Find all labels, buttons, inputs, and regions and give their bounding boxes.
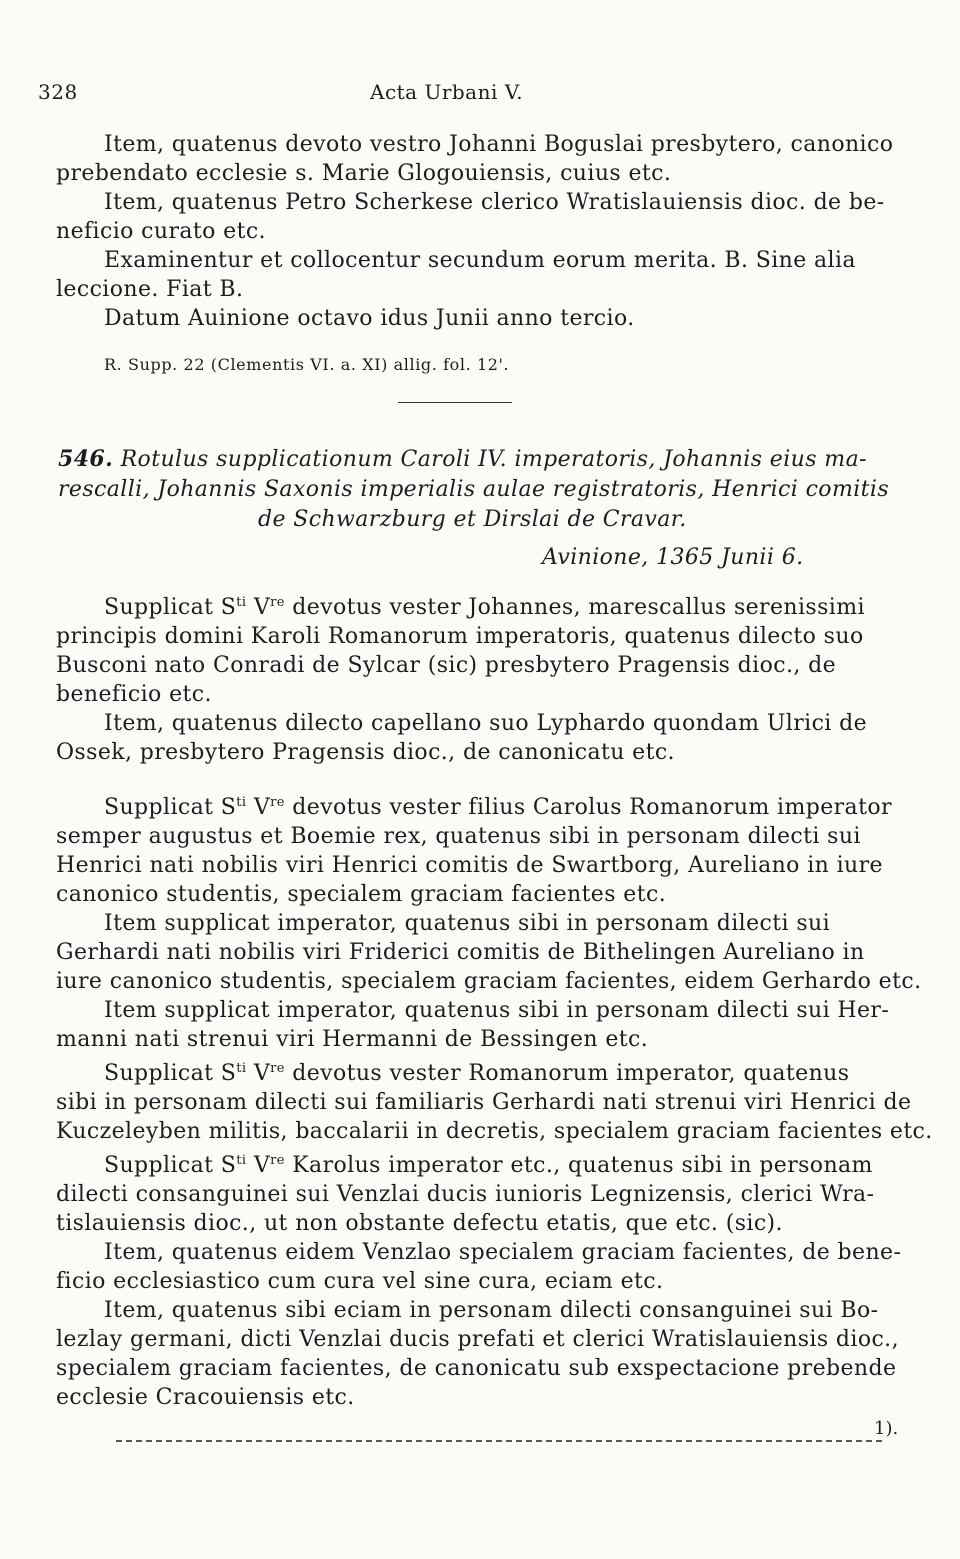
text-line: neficio curato etc. [56,219,266,244]
text-line [56,588,876,622]
text-line: Item, quatenus Petro Scherkese clerico Wratislauiensis dioc. de be- [104,190,885,215]
superscript: ti [236,1061,247,1076]
text-line [56,822,876,851]
text-line [56,1117,933,1146]
text-line [56,788,892,822]
text-segment: ficio ecclesiastico cum cura vel sine cura, eciam etc. [56,1269,664,1294]
text-segment: Item, quatenus sibi eciam in personam dilecti consanguinei sui Bo- [104,1298,879,1323]
text-segment: Supplicat S [104,1061,237,1086]
supplication-block-3 [56,788,933,1412]
text-segment: Item, quatenus eidem Venzlao specialem graciam facientes, de bene- [104,1240,902,1265]
text-line [56,967,922,996]
text-line [56,709,876,738]
text-line [56,1296,879,1325]
text-line [56,1180,876,1209]
text-segment: devotus vester Romanorum imperator, quatenus [284,1061,850,1086]
text-segment: Item, quatenus dilecto capellano suo Lyphardo quondam Ulrici de [104,711,868,736]
text-line [56,622,876,651]
entry-heading-line-1: Rotulus supplicationum Caroli IV. imperatoris, Johannis eius ma- [120,447,867,472]
text-line [56,1267,876,1296]
text-segment: dilecti consanguinei sui Venzlai ducis iunioris Legnizensis, clerici Wra- [56,1182,875,1207]
text-line [56,1088,912,1117]
source-note-block [56,346,876,379]
text-line [56,651,876,680]
text-segment: tislauiensis dioc., ut non obstante defectu etatis, que etc. (sic). [56,1211,783,1236]
text-segment: principis domini Karoli Romanorum imperatoris, quatenus dilecto suo [56,624,864,649]
text-segment: devotus vester filius Carolus Romanorum imperator [284,795,892,820]
text-segment: Item supplicat imperator, quatenus sibi in personam dilecti sui [104,911,831,936]
text-segment: Supplicat S [104,595,237,620]
text-line [56,1238,902,1267]
entry-heading-line-2: rescalli, Johannis Saxonis imperialis aulae registratoris, Henrici comitis [58,477,890,502]
text-segment: semper augustus et Boemie rex, quatenus sibi in personam dilecti sui [56,824,861,849]
supplication-block-1 [56,130,894,333]
page-number: 328 [38,80,78,104]
text-line [56,1383,876,1412]
text-line [56,880,876,909]
running-title: Acta Urbani V. [370,80,524,104]
footnote-mark: 1). [874,1418,899,1439]
text-line [56,1209,876,1238]
text-segment: Henrici nati nobilis viri Henrici comitis de Swartborg, Aureliano in iure [56,853,883,878]
text-line: Item, quatenus devoto vestro Johanni Boguslai presbytero, canonico [104,132,894,157]
text-line [56,1146,876,1180]
entry-number: 546. [58,446,114,472]
superscript: ti [236,795,247,810]
text-segment: V [246,1153,271,1178]
superscript: ti [236,1153,247,1168]
text-line [56,1054,876,1088]
text-segment: Busconi nato Conradi de Sylcar (sic) presbytero Pragensis dioc., de [56,653,837,678]
text-line [56,1325,899,1354]
superscript: ti [236,595,247,610]
superscript: re [270,795,285,810]
entry-date: Avinione, 1365 Junii 6. [542,545,804,570]
text-segment: Ossek, presbytero Pragensis dioc., de canonicatu etc. [56,740,675,765]
entry-heading [58,444,890,573]
text-line [56,1354,897,1383]
entry-heading-center: de Schwarzburg et Dirslai de Cravar. [258,507,687,532]
text-segment: Gerhardi nati nobilis viri Friderici comitis de Bithelingen Aureliano in [56,940,865,965]
source-note: R. Supp. 22 (Clementis VI. a. XI) allig. fol. 12'. [104,355,510,374]
text-line [56,938,876,967]
text-segment: sibi in personam dilecti sui familiaris Gerhardi nati strenui viri Henrici de [56,1090,912,1115]
footnote-dash-line [116,1440,882,1442]
text-segment: Supplicat S [104,795,237,820]
text-line [56,680,876,709]
text-line: Datum Auinione octavo idus Junii anno tercio. [104,306,635,331]
text-segment: ecclesie Cracouiensis etc. [56,1385,355,1410]
text-segment: manni nati strenui viri Hermanni de Bessingen etc. [56,1027,649,1052]
text-line [56,996,890,1025]
text-line: prebendato ecclesie s. Marie Glogouiensis, cuius etc. [56,161,672,186]
text-line [56,738,876,767]
text-segment: Karolus imperator etc., quatenus sibi in personam [284,1153,873,1178]
text-segment: iure canonico studentis, specialem graciam facientes, eidem Gerhardo etc. [56,969,922,994]
text-segment: Item supplicat imperator, quatenus sibi in personam dilecti sui Her- [104,998,890,1023]
text-segment: canonico studentis, specialem graciam facientes etc. [56,882,667,907]
text-segment: specialem graciam facientes, de canonicatu sub exspectacione prebende [56,1356,897,1381]
text-segment: V [246,795,271,820]
superscript: re [270,1061,285,1076]
text-line: Examinentur et collocentur secundum eorum merita. B. Sine alia [104,248,856,273]
superscript: re [270,595,285,610]
supplication-block-2 [56,588,876,767]
superscript: re [270,1153,285,1168]
text-line [56,851,883,880]
text-segment: lezlay germani, dicti Venzlai ducis prefati et clerici Wratislauiensis dioc., [56,1327,899,1352]
text-line: leccione. Fiat B. [56,277,244,302]
text-segment: V [246,595,271,620]
text-line [56,1025,876,1054]
text-segment: beneficio etc. [56,682,212,707]
text-segment: V [246,1061,271,1086]
text-segment: Kuczeleyben militis, baccalarii in decretis, specialem graciam facientes etc. [56,1119,933,1144]
section-divider [398,402,512,403]
text-segment: Supplicat S [104,1153,237,1178]
text-segment: devotus vester Johannes, marescallus serenissimi [284,595,865,620]
text-line [56,909,876,938]
